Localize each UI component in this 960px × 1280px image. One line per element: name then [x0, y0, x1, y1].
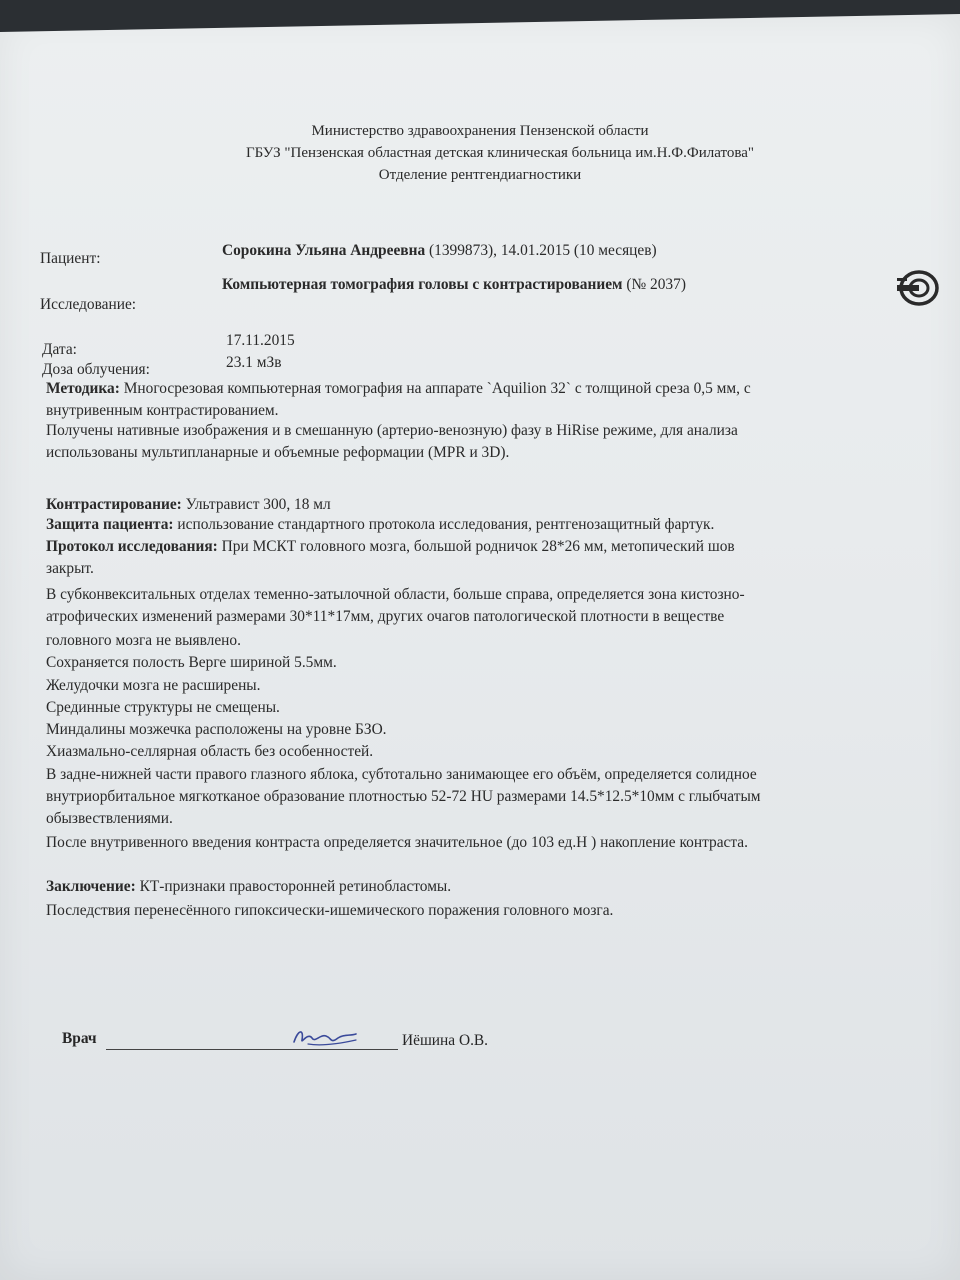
clinic-logo-icon	[893, 268, 941, 308]
protocol-line-10: Хиазмально-селлярная область без особенностей.	[46, 743, 374, 760]
protocol-label: Протокол исследования:	[46, 538, 218, 555]
study-number: (№ 2037)	[626, 276, 686, 293]
protocol-line-13: обызвествлениями.	[46, 810, 173, 827]
doctor-name: Иёшина О.В.	[402, 1032, 489, 1049]
study-label: Исследование:	[40, 296, 137, 313]
method-line-3: Получены нативные изображения и в смешанную (артерио-венозную) фазу в HiRise режиме, для анализа	[46, 422, 738, 439]
contrast-line	[46, 494, 331, 516]
study-info	[222, 276, 686, 294]
protocol-line-9: Миндалины мозжечка расположены на уровне БЗО.	[46, 721, 387, 738]
department-header: Отделение рентгендиагностики	[378, 167, 582, 183]
ministry-header: Министерство здравоохранения Пензенской области	[311, 123, 649, 139]
protocol-line-8: Срединные структуры не смещены.	[46, 699, 280, 716]
conclusion-line-1: Заключение: КТ-признаки правосторонней ретинобластомы.	[46, 878, 452, 895]
protocol-line-14: После внутривенного введения контраста определяется значительное (до 103 ед.Н ) накопление контраста.	[46, 834, 748, 851]
protection-label: Защита пациента:	[46, 516, 174, 533]
conclusion-label: Заключение:	[46, 878, 136, 895]
protocol-line-2: закрыт.	[46, 560, 94, 577]
protocol-line-1: Протокол исследования: При МСКТ головного мозга, большой родничок 28*26 мм, метопический шов	[46, 538, 735, 555]
conclusion-line-2: Последствия перенесённого гипоксически-ишемического поражения головного мозга.	[46, 902, 614, 919]
method-line-2: внутривенным контрастированием.	[46, 402, 279, 419]
dose-label: Доза облучения:	[42, 361, 150, 378]
patient-details: (1399873), 14.01.2015 (10 месяцев)	[429, 242, 657, 259]
protection-line	[46, 514, 714, 536]
doctor-label: Врач	[62, 1030, 97, 1047]
patient-name: Сорокина Ульяна Андреевна	[222, 242, 426, 259]
date-value: 17.11.2015	[226, 332, 295, 349]
hospital-header: ГБУЗ "Пензенская областная детская клиническая больница им.Н.Ф.Филатова"	[245, 145, 755, 161]
protocol-line-3: В субконвекситальных отделах теменно-затылочной области, больше справа, определяется зона кистозно-	[46, 586, 745, 603]
dose-value: 23.1 мЗв	[226, 354, 282, 371]
contrast-value: Ультравист 300, 18 мл	[185, 496, 331, 513]
method-label: Методика:	[46, 380, 120, 397]
protocol-line-12: внутриорбитальное мягкотканое образование плотностью 52-72 HU размерами 14.5*12.5*10мм с глыбчатым	[46, 788, 761, 805]
protocol-line-11: В задне-нижней части правого глазного яблока, субтотально занимающее его объём, определяется солидное	[46, 766, 757, 783]
protection-value: использование стандартного протокола исследования, рентгенозащитный фартук.	[177, 516, 715, 533]
method-line-1: Методика: Многосрезовая компьютерная томография на аппарате `Aquilion 32` с толщиной среза 0,5 мм, с	[46, 380, 751, 397]
protocol-line-4: атрофических изменений размерами 30*11*17мм, других очагов патологической плотности в веществе	[46, 608, 725, 625]
date-label: Дата:	[42, 341, 77, 358]
protocol-line-7: Желудочки мозга не расширены.	[46, 677, 261, 694]
patient-label: Пациент:	[40, 250, 101, 267]
contrast-label: Контрастирование:	[46, 496, 182, 513]
protocol-line-6: Сохраняется полость Верге шириной 5.5мм.	[46, 654, 337, 671]
protocol-line-5: головного мозга не выявлено.	[46, 632, 241, 649]
handwritten-signature	[290, 1024, 360, 1050]
study-name: Компьютерная томография головы с контрастированием	[222, 276, 623, 293]
method-line-4: использованы мультипланарные и объемные реформации (MPR и 3D).	[46, 444, 510, 461]
patient-info	[222, 242, 657, 260]
